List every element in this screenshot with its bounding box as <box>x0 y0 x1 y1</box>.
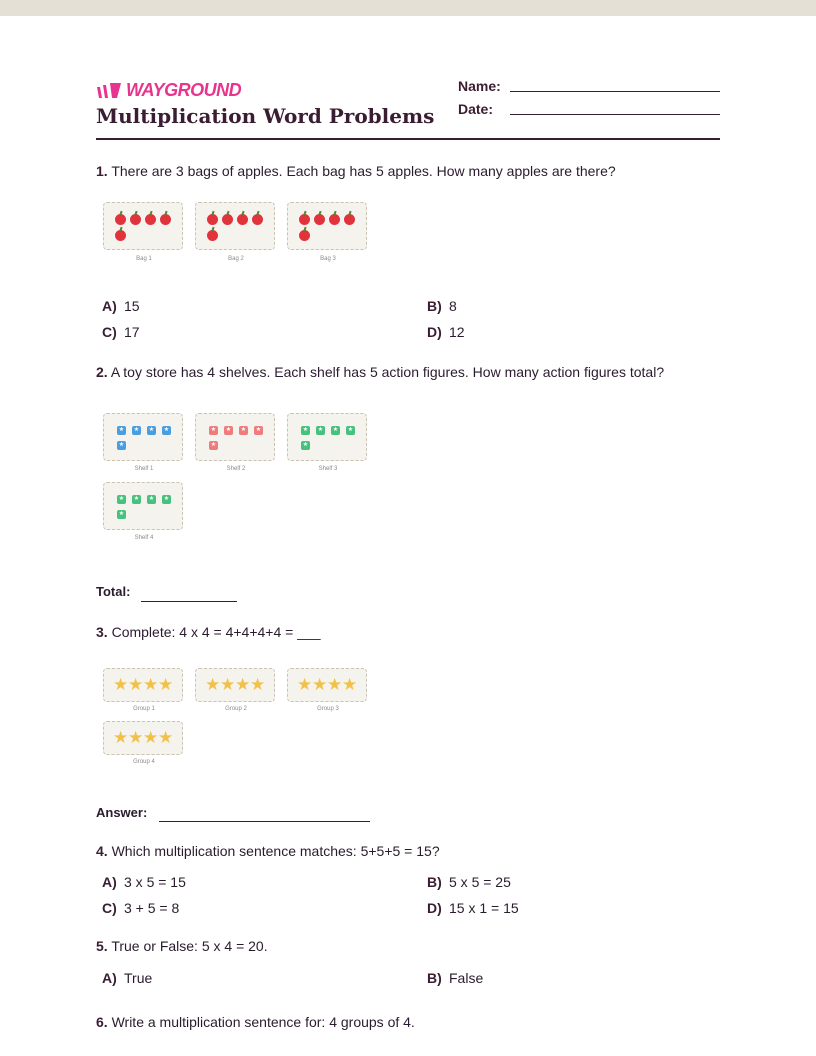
action-figure-icon: ★ <box>163 427 170 433</box>
option-letter: D) <box>427 900 442 916</box>
action-figure-icon: ★ <box>225 427 232 433</box>
option-letter: C) <box>102 900 117 916</box>
action-figure-icon: ★ <box>118 442 125 448</box>
option-value: 5 x 5 = 25 <box>449 874 511 890</box>
apple-icon <box>252 214 263 225</box>
option-letter: A) <box>102 874 117 890</box>
bag-3-box <box>287 202 367 250</box>
q1-option-d[interactable] <box>427 324 465 340</box>
star-icon: ★ <box>342 675 358 694</box>
option-letter: D) <box>427 324 442 340</box>
option-value: 3 x 5 = 15 <box>124 874 186 890</box>
q5-option-a[interactable] <box>102 970 152 986</box>
q4-option-d[interactable] <box>427 900 519 916</box>
header-divider <box>96 138 720 140</box>
date-field[interactable] <box>510 114 720 115</box>
question-5-text: True or False: 5 x 4 = 20. <box>111 938 268 954</box>
name-label: Name: <box>458 78 501 94</box>
question-6 <box>96 1014 415 1030</box>
shelf-3-box <box>287 413 367 461</box>
question-5 <box>96 938 268 954</box>
shelf-4-box <box>103 482 183 530</box>
question-2 <box>96 364 664 380</box>
apple-icon <box>207 214 218 225</box>
option-value: 15 x 1 = 15 <box>449 900 519 916</box>
question-1-text: There are 3 bags of apples. Each bag has 5 apples. How many apples are there? <box>111 163 616 179</box>
q5-option-b[interactable] <box>427 970 483 986</box>
question-3-number: 3. <box>96 624 108 640</box>
question-1 <box>96 163 616 179</box>
star-icon: ★ <box>250 675 266 694</box>
brand-name: WAYGROUND <box>126 80 242 100</box>
star-icon: ★ <box>158 728 174 747</box>
action-figure-icon: ★ <box>163 496 170 502</box>
bag-3-caption: Bag 3 <box>320 256 336 262</box>
option-letter: C) <box>102 324 117 340</box>
page-top-bar <box>0 0 816 16</box>
question-6-number: 6. <box>96 1014 108 1030</box>
answer-label: Answer: <box>96 805 148 820</box>
apple-icon <box>207 230 218 241</box>
action-figure-icon: ★ <box>347 427 354 433</box>
total-answer-field[interactable] <box>141 601 237 602</box>
shelf-2-caption: Shelf 2 <box>226 466 246 472</box>
question-4-number: 4. <box>96 843 108 859</box>
star-icon: ★ <box>128 675 144 694</box>
action-figure-icon: ★ <box>240 427 247 433</box>
star-icon: ★ <box>143 675 159 694</box>
option-value: 8 <box>449 298 457 314</box>
group-1-box <box>103 668 183 702</box>
action-figure-icon: ★ <box>255 427 262 433</box>
question-3-text: Complete: 4 x 4 = 4+4+4+4 = ___ <box>111 624 321 640</box>
apple-icon <box>115 214 126 225</box>
question-2-number: 2. <box>96 364 108 380</box>
action-figure-icon: ★ <box>133 427 140 433</box>
option-value: 3 + 5 = 8 <box>124 900 180 916</box>
page-title: Multiplication Word Problems <box>96 104 435 128</box>
shelf-1-caption: Shelf 1 <box>134 466 154 472</box>
option-value: 15 <box>124 298 140 314</box>
apple-icon <box>329 214 340 225</box>
star-icon: ★ <box>158 675 174 694</box>
question-4-text: Which multiplication sentence matches: 5+5+5 = 15? <box>111 843 440 859</box>
question-4 <box>96 843 440 859</box>
group-3-caption: Group 3 <box>317 706 339 712</box>
star-icon: ★ <box>297 675 313 694</box>
q1-option-b[interactable] <box>427 298 457 314</box>
star-icon: ★ <box>113 728 129 747</box>
q4-option-b[interactable] <box>427 874 511 890</box>
question-5-number: 5. <box>96 938 108 954</box>
apple-icon <box>222 214 233 225</box>
q4-option-a[interactable] <box>102 874 186 890</box>
group-2-caption: Group 2 <box>225 706 247 712</box>
apple-icon <box>145 214 156 225</box>
star-icon: ★ <box>327 675 343 694</box>
q4-option-c[interactable] <box>102 900 179 916</box>
wayground-logo-icon <box>96 83 122 99</box>
option-value: True <box>124 970 153 986</box>
group-3-box <box>287 668 367 702</box>
action-figure-icon: ★ <box>210 427 217 433</box>
apple-icon <box>299 230 310 241</box>
action-figure-icon: ★ <box>332 427 339 433</box>
apple-icon <box>299 214 310 225</box>
group-1-caption: Group 1 <box>133 706 155 712</box>
apple-icon <box>237 214 248 225</box>
bag-1-caption: Bag 1 <box>136 256 152 262</box>
star-icon: ★ <box>205 675 221 694</box>
group-4-box <box>103 721 183 755</box>
option-letter: B) <box>427 970 442 986</box>
question-6-text: Write a multiplication sentence for: 4 groups of 4. <box>111 1014 415 1030</box>
question-2-text: A toy store has 4 shelves. Each shelf has 5 action figures. How many action figures total? <box>110 364 665 380</box>
action-figure-icon: ★ <box>148 496 155 502</box>
option-letter: B) <box>427 298 442 314</box>
answer-field[interactable] <box>159 821 370 822</box>
star-icon: ★ <box>312 675 328 694</box>
bag-2-caption: Bag 2 <box>228 256 244 262</box>
apple-icon <box>115 230 126 241</box>
apple-icon <box>130 214 141 225</box>
apple-icon <box>314 214 325 225</box>
brand-logo <box>96 80 241 101</box>
shelf-4-caption: Shelf 4 <box>134 535 154 541</box>
action-figure-icon: ★ <box>317 427 324 433</box>
action-figure-icon: ★ <box>302 427 309 433</box>
star-icon: ★ <box>113 675 129 694</box>
apple-icon <box>160 214 171 225</box>
total-label: Total: <box>96 584 131 599</box>
group-2-box <box>195 668 275 702</box>
shelf-2-box <box>195 413 275 461</box>
option-letter: A) <box>102 298 117 314</box>
group-4-caption: Group 4 <box>133 759 155 765</box>
option-value: 12 <box>449 324 465 340</box>
bag-2-box <box>195 202 275 250</box>
action-figure-icon: ★ <box>118 427 125 433</box>
action-figure-icon: ★ <box>210 442 217 448</box>
shelf-3-caption: Shelf 3 <box>318 466 338 472</box>
action-figure-icon: ★ <box>148 427 155 433</box>
q1-option-a[interactable] <box>102 298 140 314</box>
action-figure-icon: ★ <box>133 496 140 502</box>
option-letter: A) <box>102 970 117 986</box>
star-icon: ★ <box>220 675 236 694</box>
star-icon: ★ <box>143 728 159 747</box>
option-value: 17 <box>124 324 140 340</box>
star-icon: ★ <box>128 728 144 747</box>
action-figure-icon: ★ <box>118 511 125 517</box>
question-1-number: 1. <box>96 163 108 179</box>
question-3 <box>96 624 321 640</box>
apple-icon <box>344 214 355 225</box>
action-figure-icon: ★ <box>118 496 125 502</box>
shelf-1-box <box>103 413 183 461</box>
action-figure-icon: ★ <box>302 442 309 448</box>
q1-option-c[interactable] <box>102 324 140 340</box>
date-label: Date: <box>458 101 494 117</box>
option-letter: B) <box>427 874 442 890</box>
bag-1-box <box>103 202 183 250</box>
star-icon: ★ <box>235 675 251 694</box>
name-field[interactable] <box>510 91 720 92</box>
option-value: False <box>449 970 484 986</box>
